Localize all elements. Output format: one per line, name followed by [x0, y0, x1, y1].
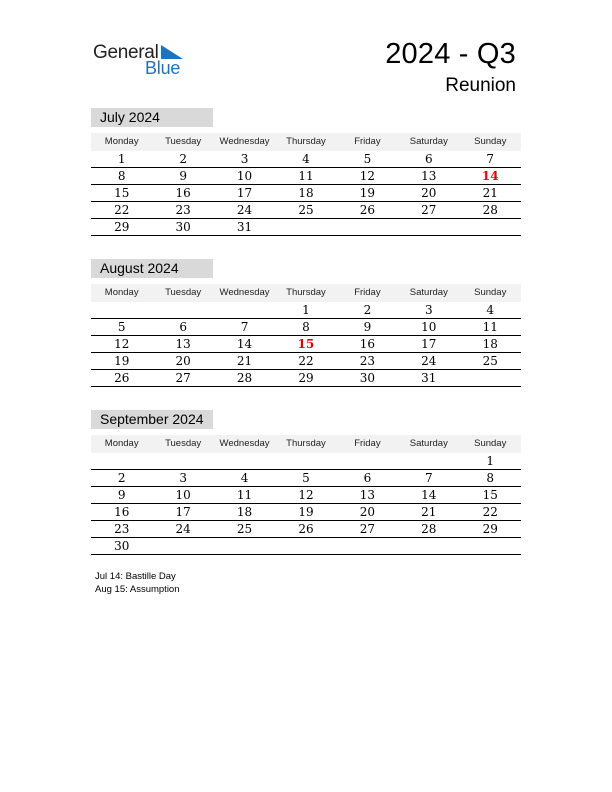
day-cell: 28 — [482, 203, 498, 217]
day-cell: 3 — [179, 471, 187, 485]
day-cell: 12 — [298, 488, 314, 502]
weekday-label: Saturday — [409, 287, 448, 298]
day-cell: 10 — [175, 488, 191, 502]
day-cell: 29 — [114, 220, 130, 234]
day-cell: 24 — [175, 522, 191, 536]
weekday-label: Wednesday — [219, 438, 270, 449]
day-cell: 2 — [363, 303, 372, 317]
day-cell: 16 — [359, 337, 376, 351]
day-cell: 7 — [425, 471, 433, 485]
day-cell: 15 — [297, 337, 315, 351]
day-cell: 8 — [117, 169, 126, 183]
weekday-label: Tuesday — [165, 287, 202, 298]
day-cell: 5 — [117, 320, 126, 334]
weekday-label: Saturday — [409, 438, 448, 449]
calendar-week-row — [91, 487, 521, 504]
day-cell: 27 — [421, 203, 437, 217]
day-cell: 17 — [175, 505, 191, 519]
weekday-label: Thursday — [286, 136, 326, 147]
day-cell: 7 — [486, 152, 495, 166]
weekday-label: Sunday — [474, 136, 507, 147]
day-cell: 16 — [114, 505, 130, 519]
day-cell: 22 — [114, 203, 130, 217]
day-cell — [337, 538, 398, 554]
day-cell — [275, 219, 336, 235]
day-cell — [398, 453, 459, 469]
day-cell: 23 — [359, 354, 376, 368]
calendar-week-row — [91, 302, 521, 319]
weekday-label: Thursday — [286, 287, 326, 298]
weekday-header — [91, 284, 521, 302]
weekday-label: Friday — [354, 287, 381, 298]
day-cell: 1 — [117, 152, 126, 166]
calendar-week-row — [91, 151, 521, 168]
day-cell — [214, 453, 275, 469]
day-cell: 29 — [482, 522, 498, 536]
logo — [93, 40, 193, 80]
day-cell: 10 — [236, 169, 253, 183]
calendar-week-row — [91, 521, 521, 538]
day-cell — [275, 453, 336, 469]
weekday-label: Friday — [354, 438, 381, 449]
day-cell: 27 — [359, 522, 376, 536]
day-cell: 22 — [298, 354, 314, 368]
day-cell: 9 — [363, 320, 372, 334]
day-cell — [91, 453, 152, 469]
day-cell: 29 — [298, 371, 314, 385]
day-cell: 4 — [486, 303, 495, 317]
holiday-note: Jul 14: Bastille Day — [95, 571, 176, 582]
month-title: August 2024 — [91, 259, 213, 278]
day-cell: 2 — [117, 471, 126, 485]
weekday-header — [91, 435, 521, 453]
day-cell — [152, 302, 213, 318]
day-cell: 20 — [359, 505, 376, 519]
day-cell: 7 — [240, 320, 249, 334]
day-cell: 25 — [236, 522, 253, 536]
day-cell: 14 — [421, 488, 437, 502]
weekday-label: Thursday — [286, 438, 326, 449]
day-cell: 26 — [298, 522, 314, 536]
day-cell: 30 — [114, 539, 130, 553]
holiday-note: Aug 15: Assumption — [95, 584, 180, 595]
day-cell — [398, 219, 459, 235]
month-title: September 2024 — [91, 410, 213, 429]
day-cell: 9 — [179, 169, 187, 183]
day-cell: 25 — [298, 203, 314, 217]
day-cell: 6 — [363, 471, 372, 485]
weekday-label: Sunday — [474, 438, 507, 449]
day-cell: 17 — [236, 186, 253, 200]
day-cell — [398, 538, 459, 554]
day-cell: 5 — [302, 471, 310, 485]
month-august — [91, 259, 521, 387]
day-cell: 31 — [421, 371, 437, 385]
day-cell — [460, 219, 521, 235]
day-cell — [214, 302, 275, 318]
day-cell: 21 — [236, 354, 253, 368]
calendar-weeks — [91, 151, 521, 236]
day-cell — [214, 538, 275, 554]
weekday-header — [91, 133, 521, 151]
logo-blue-text: Blue — [145, 58, 181, 78]
day-cell: 17 — [421, 337, 437, 351]
day-cell: 24 — [236, 203, 253, 217]
day-cell: 25 — [482, 354, 498, 368]
day-cell: 11 — [236, 488, 253, 502]
day-cell: 22 — [482, 505, 498, 519]
day-cell — [152, 538, 213, 554]
day-cell: 20 — [421, 186, 437, 200]
day-cell: 13 — [421, 169, 437, 183]
day-cell: 10 — [421, 320, 437, 334]
weekday-label: Wednesday — [219, 136, 270, 147]
day-cell: 19 — [114, 354, 130, 368]
calendar-week-row — [91, 453, 521, 470]
day-cell: 15 — [114, 186, 130, 200]
day-cell — [337, 219, 398, 235]
region-label: Reunion — [445, 75, 516, 96]
calendar-week-row — [91, 353, 521, 370]
calendar-week-row — [91, 219, 521, 236]
day-cell: 21 — [482, 186, 498, 200]
logo-general-text: General — [93, 42, 159, 63]
calendar-week-row — [91, 504, 521, 521]
day-cell: 1 — [302, 303, 310, 317]
day-cell: 21 — [421, 505, 437, 519]
weekday-label: Monday — [104, 287, 139, 298]
day-cell: 4 — [302, 152, 310, 166]
day-cell: 8 — [486, 471, 495, 485]
day-cell: 3 — [425, 303, 433, 317]
calendar-week-row — [91, 370, 521, 387]
day-cell: 18 — [482, 337, 498, 351]
day-cell: 8 — [302, 320, 310, 334]
day-cell: 6 — [425, 152, 433, 166]
day-cell: 28 — [421, 522, 437, 536]
day-cell — [460, 370, 521, 386]
day-cell: 9 — [117, 488, 126, 502]
day-cell: 23 — [175, 203, 191, 217]
calendar-week-row — [91, 470, 521, 487]
day-cell: 2 — [179, 152, 187, 166]
weekday-label: Tuesday — [165, 438, 202, 449]
day-cell — [152, 453, 213, 469]
day-cell: 16 — [175, 186, 191, 200]
month-september — [91, 410, 521, 555]
day-cell: 20 — [175, 354, 191, 368]
day-cell: 12 — [114, 337, 130, 351]
month-july — [91, 108, 521, 236]
calendar-week-row — [91, 336, 521, 353]
page-title: 2024 - Q3 — [385, 38, 516, 70]
day-cell: 14 — [481, 169, 499, 183]
weekday-label: Friday — [354, 136, 381, 147]
day-cell — [460, 538, 521, 554]
day-cell: 14 — [236, 337, 253, 351]
day-cell: 26 — [359, 203, 376, 217]
day-cell: 18 — [298, 186, 314, 200]
day-cell: 30 — [175, 220, 191, 234]
day-cell: 13 — [359, 488, 376, 502]
day-cell — [337, 453, 398, 469]
weekday-label: Tuesday — [165, 136, 202, 147]
calendar-week-row — [91, 168, 521, 185]
day-cell — [275, 538, 336, 554]
weekday-label: Wednesday — [219, 287, 270, 298]
day-cell: 4 — [240, 471, 249, 485]
day-cell: 11 — [482, 320, 498, 334]
calendar-week-row — [91, 185, 521, 202]
day-cell: 30 — [359, 371, 376, 385]
calendar-week-row — [91, 202, 521, 219]
day-cell: 6 — [179, 320, 187, 334]
calendar-week-row — [91, 538, 521, 555]
calendar-weeks — [91, 453, 521, 555]
day-cell: 24 — [421, 354, 437, 368]
weekday-label: Sunday — [474, 287, 507, 298]
month-title: July 2024 — [91, 108, 213, 127]
day-cell: 19 — [298, 505, 314, 519]
day-cell: 23 — [114, 522, 130, 536]
day-cell: 3 — [240, 152, 249, 166]
weekday-label: Monday — [104, 136, 139, 147]
holiday-notes — [95, 570, 180, 596]
day-cell: 19 — [359, 186, 376, 200]
day-cell: 1 — [486, 454, 495, 468]
calendar-week-row — [91, 319, 521, 336]
calendar-weeks — [91, 302, 521, 387]
day-cell: 31 — [236, 220, 253, 234]
weekday-label: Saturday — [409, 136, 448, 147]
day-cell — [91, 302, 152, 318]
day-cell: 28 — [236, 371, 253, 385]
day-cell: 26 — [114, 371, 130, 385]
day-cell: 15 — [482, 488, 498, 502]
day-cell: 18 — [236, 505, 253, 519]
day-cell: 11 — [298, 169, 314, 183]
day-cell: 13 — [175, 337, 191, 351]
day-cell: 5 — [363, 152, 372, 166]
day-cell: 27 — [175, 371, 191, 385]
day-cell: 12 — [359, 169, 376, 183]
weekday-label: Monday — [104, 438, 139, 449]
